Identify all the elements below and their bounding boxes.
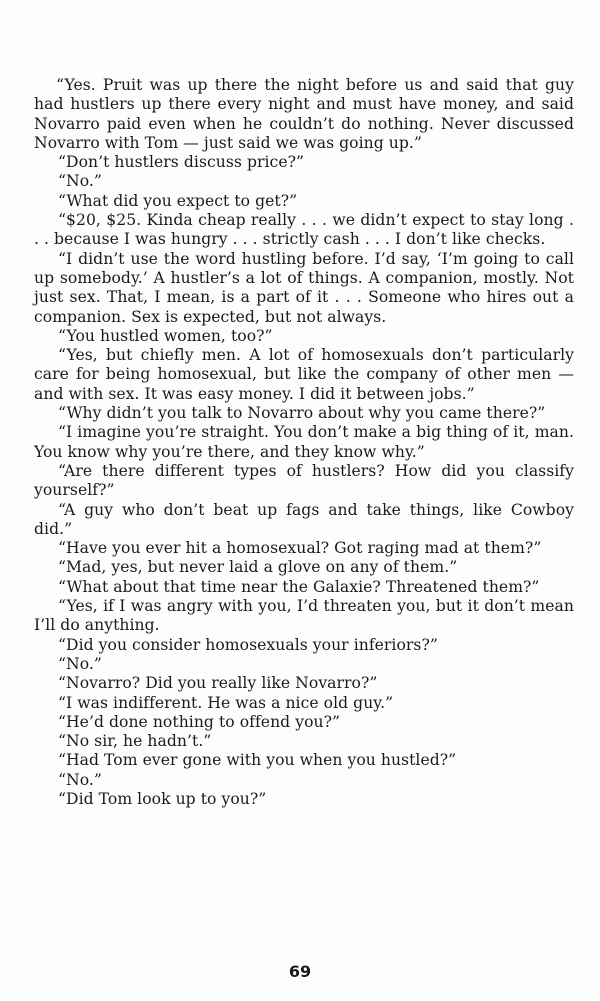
paragraph: “What did you expect to get?”: [58, 191, 298, 210]
paragraph: “No.”: [58, 654, 102, 673]
paragraph: “Had Tom ever gone with you when you hustled?”: [58, 751, 457, 770]
paragraph: “Mad, yes, but never laid a glove on any of them.”: [58, 558, 458, 577]
paragraph: “He’d done nothing to offend you?”: [58, 712, 341, 731]
paragraph: “I didn’t use the word hustling before. I’d say, ‘I’m going to call up somebody.’ A hustler’s a lot of things. A companion, mostly. Not just sex. That, I mean, is a part of it . . . Someone who hires out a companion. Sex is expected, but not always.: [34, 249, 574, 326]
paragraph: “You hustled women, too?”: [58, 326, 273, 345]
paragraph: “Why didn’t you talk to Novarro about why you came there?”: [58, 404, 546, 423]
paragraph: “Yes, if I was angry with you, I’d threaten you, but it don’t mean I’ll do anything.: [34, 597, 574, 635]
paragraph: “Yes, but chiefly men. A lot of homosexuals don’t particularly care for being homosexual, but like the company of other men — and with sex. It was easy money. I did it between jobs.”: [34, 346, 574, 403]
page-number: 69: [288, 962, 312, 981]
paragraph: “No.”: [58, 770, 102, 789]
page-body-text: [34, 76, 574, 809]
paragraph: “Novarro? Did you really like Novarro?”: [58, 674, 378, 693]
paragraph: “What about that time near the Galaxie? Threatened them?”: [58, 577, 540, 596]
paragraph: “No sir, he hadn’t.”: [58, 732, 212, 751]
paragraph: “A guy who don’t beat up fags and take things, like Cowboy did.”: [34, 500, 574, 538]
paragraph: “$20, $25. Kinda cheap really . . . we didn’t expect to stay long . . . because I was hungry . . . strictly cash . . . I don’t like checks.: [34, 211, 574, 249]
paragraph: “Did Tom look up to you?”: [58, 789, 267, 808]
paragraph: “Yes. Pruit was up there the night before us and said that guy had hustlers up there every night and must have money, and said Novarro paid even when he couldn’t do nothing. Never discussed Novarro with Tom — just said we was going up.”: [34, 76, 574, 152]
paragraph: “Are there different types of hustlers? How did you classify yourself?”: [34, 461, 574, 500]
paragraph: “No.”: [58, 172, 102, 191]
paragraph: “Have you ever hit a homosexual? Got raging mad at them?”: [58, 539, 542, 558]
paragraph: “I was indifferent. He was a nice old guy.”: [58, 693, 394, 712]
paragraph: “Did you consider homosexuals your inferiors?”: [58, 635, 438, 654]
paragraph: “I imagine you’re straight. You don’t make a big thing of it, man. You know why you’re there, and they know why.”: [34, 423, 574, 461]
paragraph: “Don’t hustlers discuss price?”: [58, 153, 305, 172]
